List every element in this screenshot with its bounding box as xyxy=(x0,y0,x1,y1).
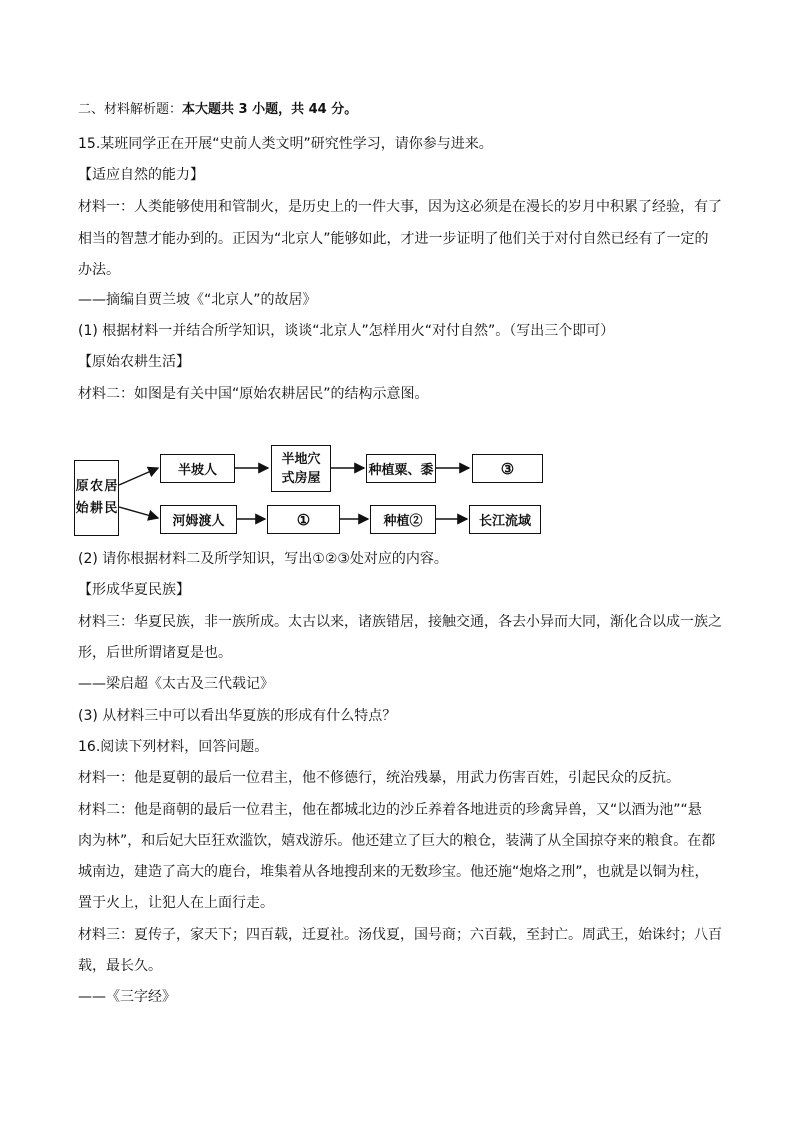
q16-material2-line-2: 肉为林”，和后妃大臣狂欢滥饮，嬉戏游乐。他还建立了巨大的粮仓，装满了从全国掠夺来的粮食。在都 xyxy=(78,833,716,849)
q16-material3-source: ——《三字经》 xyxy=(78,989,176,1005)
q16-material1: 材料一：他是夏朝的最后一位君主，他不修德行，统治残暴，用武力伤害百姓，引起民众的反抗。 xyxy=(78,770,680,786)
section-heading-bold: 本大题共 3 小题，共 44 分。 xyxy=(182,102,358,117)
q15-material1-line-2: 相当的智慧才能办到的。正因为“北京人”能够如此，才进一步证明了他们关于对付自然已经有了一定的 xyxy=(78,231,709,247)
q15-material3-line-1: 材料三：华夏民族，非一族所成。太古以来，诸族错居，接触交通，各去小异而大同，渐化合以成一族之 xyxy=(78,614,722,630)
q15-material1-line-1: 材料一：人类能够使用和管制火，是历史上的一件大事，因为这必须是在漫长的岁月中积累了经验，有了 xyxy=(78,199,722,215)
q15-question3: (3) 从材料三中可以看出华夏族的形成有什么特点？ xyxy=(78,708,397,724)
q15-material2: 材料二：如图是有关中国“原始农耕居民”的结构示意图。 xyxy=(78,386,429,402)
q15-material1-source: ——摘编自贾兰坡《“北京人”的故居》 xyxy=(78,292,317,308)
diagram-crops-box: 种植粟、黍 xyxy=(366,454,436,483)
house-line-2: 式房屋 xyxy=(281,470,321,486)
root-line-3: 居民 xyxy=(104,479,118,516)
q16-material2-line-1: 材料二：他是商朝的最后一位君主，他在都城北边的沙丘养着各地进贡的珍禽异兽，又“以酒为池”“悬 xyxy=(78,802,702,818)
root-line-2: 农耕 xyxy=(89,479,103,516)
q15-part1-title: 【适应自然的能力】 xyxy=(78,167,204,183)
house-line-1: 半地穴 xyxy=(281,451,321,467)
q16-material2-line-3: 城南边，建造了高大的鹿台，堆集着从各地搜刮来的无数珍宝。他还施“炮烙之刑”，也就是以铜为柱， xyxy=(78,864,709,880)
diagram-house-box xyxy=(271,445,331,492)
diagram-blank-1-box: ① xyxy=(267,505,340,534)
root-line-1: 原始 xyxy=(75,479,89,516)
diagram-yangtze-box: 长江流域 xyxy=(469,505,541,534)
q16-material3-line-2: 载，最长久。 xyxy=(78,958,162,974)
arrow-root-to-banpo xyxy=(119,468,158,485)
q15-question2: (2) 请你根据材料二及所学知识，写出①②③处对应的内容。 xyxy=(78,551,448,567)
q16-material2-line-4: 置于火上，让犯人在上面行走。 xyxy=(78,895,274,911)
q16-stem: 16.阅读下列材料，回答问题。 xyxy=(78,739,269,755)
q15-material3-source: ——梁启超《太古及三代载记》 xyxy=(78,676,274,692)
q15-material3-line-2: 形，后世所谓诸夏是也。 xyxy=(78,645,232,661)
q16-material3-line-1: 材料三：夏传子，家天下；四百载，迁夏社。汤伐夏，国号商；六百载，至封亡。周武王，始诛纣；八百 xyxy=(78,927,722,943)
q15-part2-title: 【原始农耕生活】 xyxy=(78,354,190,370)
section-heading-prefix: 二、材料解析题： xyxy=(78,102,183,117)
q15-question1: (1) 根据材料一并结合所学知识，谈谈“北京人”怎样用火“对付自然”。（写出三个即可） xyxy=(78,323,615,339)
diagram-blank-3-box: ③ xyxy=(472,454,543,483)
diagram-blank-2-box: 种植② xyxy=(370,505,436,534)
diagram-banpo-box: 半坡人 xyxy=(160,454,235,483)
arrow-root-to-hemudu xyxy=(119,507,158,518)
q15-part3-title: 【形成华夏民族】 xyxy=(78,582,190,598)
diagram-root-box xyxy=(74,460,119,536)
q15-stem: 15.某班同学正在开展“史前人类文明”研究性学习，请你参与进来。 xyxy=(78,136,493,152)
q15-material1-line-3: 办法。 xyxy=(78,262,120,278)
diagram-hemudu-box: 河姆渡人 xyxy=(160,505,237,534)
